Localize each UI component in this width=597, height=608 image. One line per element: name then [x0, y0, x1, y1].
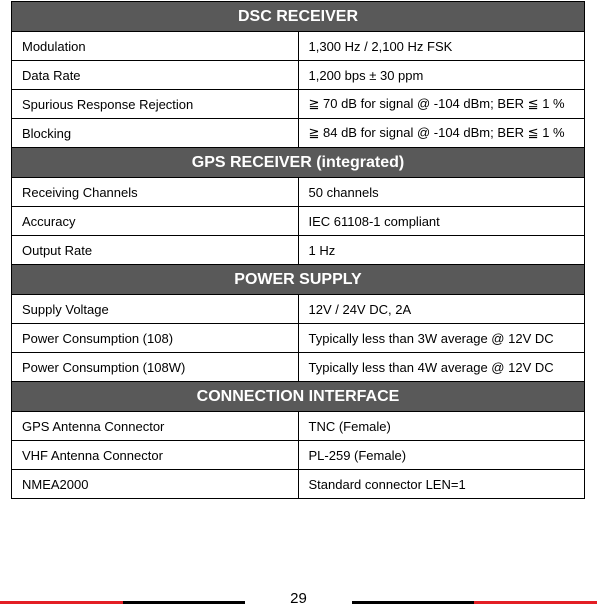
spec-label: Output Rate	[12, 236, 299, 265]
spec-value: TNC (Female)	[298, 412, 585, 441]
spec-row	[12, 441, 585, 470]
spec-label: Power Consumption (108W)	[12, 353, 299, 382]
spec-row	[12, 324, 585, 353]
spec-value: Typically less than 3W average @ 12V DC	[298, 324, 585, 353]
spec-label: Accuracy	[12, 207, 299, 236]
spec-value: ≧ 84 dB for signal @ -104 dBm; BER ≦ 1 %	[298, 119, 585, 148]
spec-label: Receiving Channels	[12, 178, 299, 207]
spec-label: VHF Antenna Connector	[12, 441, 299, 470]
section-title: POWER SUPPLY	[12, 265, 585, 295]
spec-label: Spurious Response Rejection	[12, 90, 299, 119]
spec-label: Power Consumption (108)	[12, 324, 299, 353]
spec-value: 1,300 Hz / 2,100 Hz FSK	[298, 32, 585, 61]
spec-row	[12, 32, 585, 61]
spec-row	[12, 207, 585, 236]
spec-value: 1,200 bps ± 30 ppm	[298, 61, 585, 90]
section-title: DSC RECEIVER	[12, 2, 585, 32]
spec-value: ≧ 70 dB for signal @ -104 dBm; BER ≦ 1 %	[298, 90, 585, 119]
section-header-connection-interface	[12, 382, 585, 412]
spec-table	[11, 1, 585, 499]
spec-label: Modulation	[12, 32, 299, 61]
section-title: GPS RECEIVER (integrated)	[12, 148, 585, 178]
section-header-gps-receiver	[12, 148, 585, 178]
spec-label: Supply Voltage	[12, 295, 299, 324]
spec-value: Standard connector LEN=1	[298, 470, 585, 499]
spec-value: IEC 61108-1 compliant	[298, 207, 585, 236]
spec-row	[12, 178, 585, 207]
spec-label: GPS Antenna Connector	[12, 412, 299, 441]
spec-row	[12, 236, 585, 265]
spec-value: 12V / 24V DC, 2A	[298, 295, 585, 324]
spec-row	[12, 353, 585, 382]
spec-value: PL-259 (Female)	[298, 441, 585, 470]
spec-label: Blocking	[12, 119, 299, 148]
section-header-power-supply	[12, 265, 585, 295]
spec-row	[12, 61, 585, 90]
spec-row	[12, 119, 585, 148]
section-title: CONNECTION INTERFACE	[12, 382, 585, 412]
spec-label: NMEA2000	[12, 470, 299, 499]
spec-row	[12, 90, 585, 119]
spec-row	[12, 295, 585, 324]
page-number: 29	[290, 590, 307, 607]
spec-label: Data Rate	[12, 61, 299, 90]
spec-value: Typically less than 4W average @ 12V DC	[298, 353, 585, 382]
spec-row	[12, 470, 585, 499]
spec-value: 50 channels	[298, 178, 585, 207]
spec-row	[12, 412, 585, 441]
spec-value: 1 Hz	[298, 236, 585, 265]
section-header-dsc-receiver	[12, 2, 585, 32]
